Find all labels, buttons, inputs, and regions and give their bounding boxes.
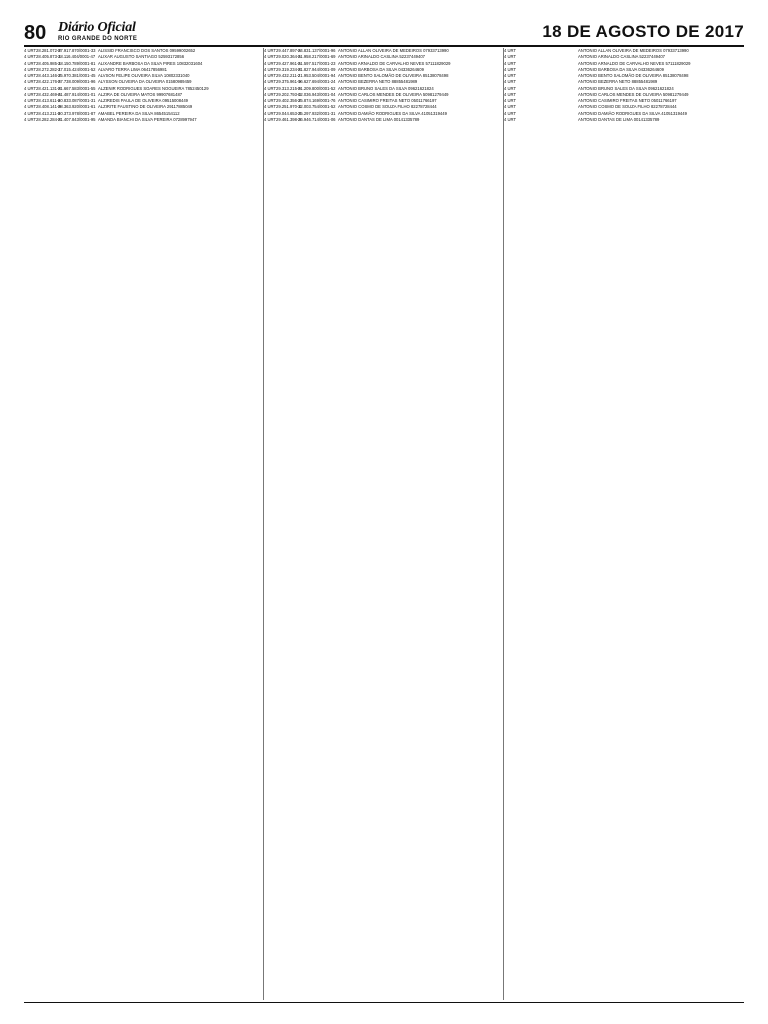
registry-cell-name: ANTONIO DANTAS DE LIMA 00141335789 (338, 116, 420, 122)
registry-cell-date: 29.461.398-3 (276, 116, 301, 122)
registry-cell-date: 29.020.364-5 (276, 54, 301, 60)
registry-cell-date: 28.405.873-1 (36, 54, 61, 60)
registry-cell-name: ANTONIO BRUNO SALES DA SILVA 09621621824 (578, 85, 674, 91)
registry-cell-date: 28.405.985-1 (36, 60, 61, 66)
registry-cell-uf: 4 URT (24, 60, 37, 66)
registry-cell-name: ALZIRA DE OLIVEIRA MATOS 99907681487 (98, 91, 183, 97)
registry-cell-name: ALIXAR AUGUSTO SANTIAGO 52593172856 (98, 54, 185, 60)
registry-cell-uf: 4 URT (264, 98, 277, 103)
registry-cell-name: ANTONIO BENTO SALOMÃO DE OLIVEIRA 85138078498 (578, 73, 689, 78)
registry-cell-uf: 4 URT (24, 66, 37, 72)
newspaper-name: Diário Oficial (58, 20, 136, 35)
registry-row (24, 117, 264, 123)
registry-cell-proc (538, 117, 578, 123)
masthead (24, 20, 744, 46)
registry-cell-date: 28.413.611-6 (36, 98, 61, 103)
registry-cell-date: 28.413.211-9 (36, 110, 61, 116)
newspaper-subtitle: RIO GRANDE DO NORTE (58, 36, 138, 42)
registry-cell-uf: 4 URT (504, 73, 517, 78)
registry-cell-name: ANTONIO DAMIÃO RODRIGUES DA SILVA 41051319449 (338, 110, 447, 116)
registry-cell-uf: 4 URT (24, 116, 37, 122)
registry-cell-name: ANTONIO BEZERRA NETO 88855481989 (338, 79, 418, 85)
registry-cell-name: ANTONIO BEZERRA NETO 88855481989 (578, 79, 658, 85)
registry-cell-uf: 4 URT (264, 48, 277, 53)
registry-cell-name: ALISSID FRANCISCO DOS SANTOS 09599002652 (98, 48, 196, 53)
registry-cell-proc: 25.874.169/0001-76 (298, 98, 336, 103)
registry-cell-date: 28.408.141-9 (36, 104, 61, 110)
column-divider (263, 48, 264, 1000)
registry-cell-name: ANTONIO BARBOSA DA SILVA 04336264609 (578, 66, 664, 72)
column-divider (503, 48, 504, 1000)
registry-cell-uf: 4 URT (24, 79, 37, 85)
registry-cell-proc: 28.363.920/0001-61 (58, 104, 96, 110)
registry-row (504, 117, 744, 123)
registry-cell-proc: 12.003.754/0001-52 (298, 104, 336, 110)
registry-cell-uf: 4 URT (504, 60, 517, 66)
registry-cell-name: ALZIRITE FAUSTINO DE OLIVEIRA 29117885049 (98, 104, 193, 110)
registry-cell-name: ANTONIO ALLAN OLIVEIRA DE MEDEIROS 07933713990 (338, 48, 449, 53)
registry-cell-uf: 4 URT (24, 48, 37, 53)
registry-cell-proc: 21.209.800/0001-52 (298, 85, 336, 91)
registry-cell-uf: 4 URT (504, 110, 517, 116)
registry-cell-uf: 4 URT (504, 79, 517, 85)
registry-cell-name: ANTONIO CASIMIRO FREITAS NETO 05011766197 (578, 98, 677, 103)
registry-cell-name: ALVSON FELIPE OLIVEIRA SILVA 10802331040 (98, 73, 190, 78)
registry-cell-name: ANTONIO DANTAS DE LIMA 00141335789 (578, 116, 660, 122)
registry-cell-name: ANTONIO ARINALDO CASLINA 52237449407 (338, 54, 425, 60)
registry-cell-name: ANTONIO COSMO DE SOUZA FILHO 82278728444 (338, 104, 437, 110)
registry-cell-uf: 4 URT (264, 104, 277, 110)
registry-cell-uf: 4 URT (264, 79, 277, 85)
listing-column-2 (264, 48, 504, 123)
registry-cell-date (516, 117, 538, 123)
registry-cell-date: 29.447.897-8 (276, 48, 301, 53)
registry-cell-name: ANTONIO DAMIÃO RODRIGUES DA SILVA 41051319449 (578, 110, 687, 116)
registry-cell-proc: 24.831.137/0001-96 (298, 48, 336, 53)
registry-cell-proc: 21.953.504/0001-94 (298, 73, 336, 78)
registry-cell-name: ALZIREDIS PAULA DE OLIVEIRA 09515008449 (98, 98, 189, 103)
registry-cell-uf: 4 URT (24, 110, 37, 116)
registry-cell-name: ANTONIO BARBOSA DA SILVA 04336264609 (338, 66, 424, 72)
registry-cell-date: 29.251.970-3 (276, 104, 301, 110)
registry-cell-uf: 4 URT (504, 48, 517, 53)
registry-cell-uf: 4 URT (264, 91, 277, 97)
registry-cell-name: ALYSSON OLIVEIRA DA OLIVEIRA 01580989459 (98, 79, 192, 85)
registry-cell-date: 28.432.469-6 (36, 91, 61, 97)
registry-cell-name: ANTONIO ARINALDO CASLINA 52237449407 (578, 54, 665, 60)
registry-cell-date: 29.402.356-2 (276, 98, 301, 103)
registry-cell-proc: 21.407.843/0001-95 (58, 116, 96, 122)
registry-cell-date: 28.443.146-2 (36, 73, 61, 78)
registry-cell-name: ALVARO TERRA LIMA 06417856981 (98, 66, 167, 72)
registry-cell-proc: 28.150.789/0001-81 (58, 60, 96, 66)
registry-cell-date: 29.432.211-2 (276, 73, 301, 78)
registry-cell-proc: 21.667.583/0001-55 (58, 85, 96, 91)
page-number: 80 (24, 22, 47, 44)
registry-cell-name: ANTONIO BENTO SALOMÃO DE OLIVEIRA 85138078498 (338, 73, 449, 78)
registry-cell-date: 28.422.176-5 (36, 79, 61, 85)
registry-cell-proc: 25.297.932/0001-31 (298, 110, 336, 116)
registry-cell-name: ANTONIO CARLOS MENDES DE OLIVEIRA 50981279449 (578, 91, 689, 97)
registry-cell-proc: 21.487.914/0001-01 (58, 91, 96, 97)
registry-cell-name: AMANDA BIANCHI DA SILVA PEREIRA 0728997947 (98, 116, 197, 122)
registry-cell-uf: 4 URT (264, 54, 277, 60)
registry-cell-name: ALZENIR RODRIGUES SOARES NOGUEIRA 7852450129 (98, 85, 209, 91)
footer-rule (24, 1002, 744, 1003)
registry-cell-uf: 4 URT (24, 85, 37, 91)
registry-cell-date: 29.319.234-8 (276, 66, 301, 72)
registry-cell-uf: 4 URT (504, 85, 517, 91)
registry-cell-date: 29.044.653-3 (276, 110, 301, 116)
registry-cell-date: 28.282.284-8 (36, 116, 61, 122)
registry-cell-proc: 20.833.087/0001-31 (58, 98, 96, 103)
listing-columns (24, 48, 744, 1000)
header-rule (24, 45, 744, 47)
registry-cell-uf: 4 URT (264, 116, 277, 122)
registry-cell-name: ANTONIO ALLAN OLIVEIRA DE MEDEIROS 07933713990 (578, 48, 689, 53)
registry-cell-date: 29.202.793-0 (276, 91, 301, 97)
registry-cell-uf: 4 URT (24, 54, 37, 60)
registry-cell-name: ANTONIO CARLOS MENDES DE OLIVEIRA 50981279449 (338, 91, 449, 97)
registry-cell-name: ANTONIO ARNALDO DE CARVALHO NEVES 57111829029 (338, 60, 451, 66)
registry-cell-uf: 4 URT (504, 98, 517, 103)
registry-cell-name: ANTONIO ARNALDO DE CARVALHO NEVES 57111829029 (578, 60, 691, 66)
registry-cell-name: ANTONIO COSMO DE SOUZA FILHO 82278728444 (578, 104, 677, 110)
registry-cell-proc: 21.958.217/0001-69 (298, 54, 336, 60)
registry-cell-uf: 4 URT (504, 54, 517, 60)
registry-cell-uf: 4 URT (24, 98, 37, 103)
registry-cell-uf: 4 URT (264, 85, 277, 91)
registry-cell-date: 28.421.131-8 (36, 85, 61, 91)
listing-column-1 (24, 48, 264, 123)
registry-cell-proc: 12.036.943/0001-04 (298, 91, 336, 97)
registry-cell-uf: 4 URT (504, 91, 517, 97)
registry-cell-name: ANTONIO BRUNO SALES DA SILVA 09621621824 (338, 85, 434, 91)
registry-cell-uf: 4 URT (24, 91, 37, 97)
registry-cell-uf: 4 URT (504, 104, 517, 110)
registry-cell-proc: 28.116.404/0001-47 (58, 54, 96, 60)
listing-column-3 (504, 48, 744, 123)
registry-cell-proc: 25.970.381/0001-45 (58, 73, 96, 78)
registry-cell-uf: 4 URT (264, 66, 277, 72)
registry-cell-date: 28.281.072-8 (36, 48, 61, 53)
registry-cell-proc: 21.827.944/0001-09 (298, 66, 336, 72)
issue-date: 18 DE AGOSTO DE 2017 (542, 22, 744, 41)
registry-cell-proc: 26.946.714/0001-06 (298, 116, 336, 122)
registry-cell-date: 29.313.215-9 (276, 85, 301, 91)
registry-cell-name: ANTONIO CASIMIRO FREITAS NETO 05011766197 (338, 98, 437, 103)
registry-cell-proc: 27.738.009/0001-96 (58, 79, 96, 85)
registry-cell-uf: 4 URT (264, 73, 277, 78)
registry-cell-proc: 27.015.424/0001-52 (58, 66, 96, 72)
registry-cell-date: 29.375.961-9 (276, 79, 301, 85)
registry-cell-proc: 37.917.870/0001-33 (58, 48, 96, 53)
registry-cell-date: 28.272.282-1 (36, 66, 61, 72)
registry-cell-uf: 4 URT (264, 60, 277, 66)
registry-cell-date: 29.427.961-5 (276, 60, 301, 66)
newspaper-logo (58, 21, 137, 43)
registry-cell-proc: 20.373.978/0001-87 (58, 110, 96, 116)
registry-cell-uf: 4 URT (24, 73, 37, 78)
registry-cell-uf: 4 URT (24, 104, 37, 110)
registry-cell-name: ALIXANDRE BARBOSA DA SILVA PIRES 10832031604 (98, 60, 203, 66)
registry-cell-uf: 4 URT (504, 116, 517, 122)
registry-cell-uf: 4 URT (504, 66, 517, 72)
registry-cell-name: AMABEL PEREIRA DA SILVA 86545154112 (98, 110, 180, 116)
registry-cell-uf: 4 URT (264, 110, 277, 116)
registry-cell-proc: 21.597.517/0001-23 (298, 60, 336, 66)
registry-row (264, 117, 504, 123)
registry-cell-proc: 16.627.694/0001-24 (298, 79, 336, 85)
